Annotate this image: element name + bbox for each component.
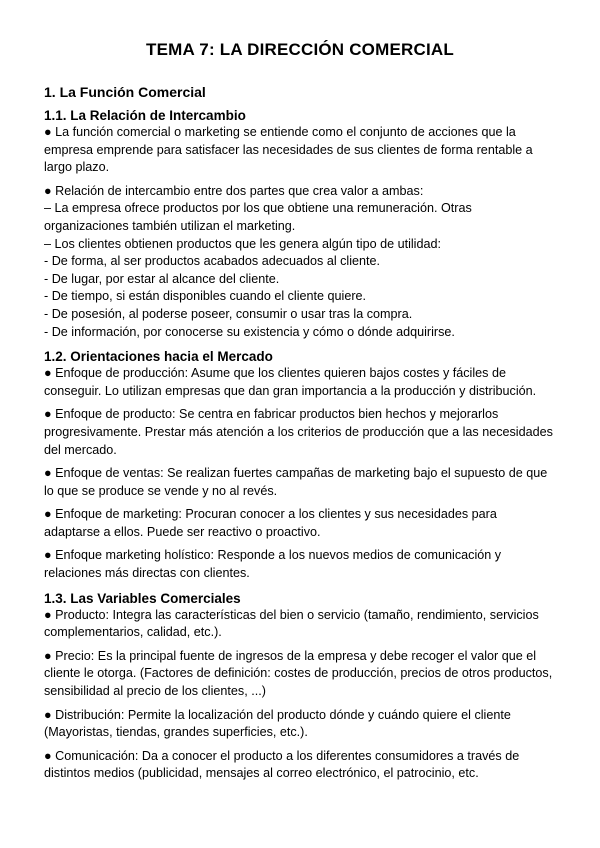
list-item: - De posesión, al poderse poseer, consumir o usar tras la compra. <box>44 306 413 321</box>
paragraph-funcion-comercial: ● La función comercial o marketing se entiende como el conjunto de acciones que la empresa emprende para satisfacer las necesidades de sus clientes de forma rentable a largo plazo. <box>44 125 533 175</box>
subsection-heading-relacion-intercambio: 1.1. La Relación de Intercambio <box>44 108 246 123</box>
list-item: - De tiempo, si están disponibles cuando el cliente quiere. <box>44 289 367 304</box>
text-line: – La empresa ofrece productos por los que obtiene una remuneración. Otras organizaciones también utilizan el marketing. <box>44 201 472 233</box>
section-heading-funcion-comercial: 1. La Función Comercial <box>44 84 206 100</box>
paragraph-enfoque-produccion: ● Enfoque de producción: Asume que los clientes quieren bajos costes y fáciles de conseguir. Lo utilizan empresas que dan gran importancia a la producción y distribución. <box>44 366 537 398</box>
subsection-heading-orientaciones-mercado: 1.2. Orientaciones hacia el Mercado <box>44 349 273 365</box>
paragraph-enfoque-ventas: ● Enfoque de ventas: Se realizan fuertes campañas de marketing bajo el supuesto de que lo que se produce se vende y no al revés. <box>44 466 548 498</box>
text-line: – Los clientes obtienen productos que les genera algún tipo de utilidad: <box>44 236 441 251</box>
paragraph-enfoque-producto: ● Enfoque de producto: Se centra en fabricar productos bien hechos y mejorarlos progresivamente. Prestar más atención a los criterios de producción que a las necesidades del mercado. <box>44 407 553 457</box>
subsection-heading-variables-comerciales: 1.3. Las Variables Comerciales <box>44 590 241 606</box>
paragraph-enfoque-marketing: ● Enfoque de marketing: Procuran conocer a los clientes y sus necesidades para adaptarse a ellos. Puede ser reactivo o proactivo. <box>44 507 497 539</box>
paragraph-precio: ● Precio: Es la principal fuente de ingresos de la empresa y debe recoger el valor que el cliente le otorga. (Factores de definición: costes de producción, precios de otros productos, sensibilidad al precio de los clientes, ...) <box>44 648 553 699</box>
paragraph-distribucion: ● Distribución: Permite la localización del producto dónde y cuándo quiere el cliente (Mayoristas, tiendas, grandes superficies, etc.). <box>44 707 511 740</box>
paragraph-enfoque-holistico: ● Enfoque marketing holístico: Responde a los nuevos medios de comunicación y relaciones más directas con clientes. <box>44 548 502 581</box>
page-title: TEMA 7: LA DIRECCIÓN COMERCIAL <box>146 40 454 59</box>
list-item: - De información, por conocerse su existencia y cómo o dónde adquirirse. <box>44 324 455 339</box>
text-line: ● Relación de intercambio entre dos partes que crea valor a ambas: <box>44 183 424 198</box>
paragraph-producto: ● Producto: Integra las características del bien o servicio (tamaño, rendimiento, servicios complementarios, calidad, etc.). <box>44 607 539 640</box>
paragraph-comunicacion: ● Comunicación: Da a conocer el producto a los diferentes consumidores a través de distintos medios (publicidad, mensajes al correo electrónico, el patrocinio, etc. <box>44 748 520 781</box>
paragraph-relacion-intercambio <box>44 183 556 341</box>
list-item: - De lugar, por estar al alcance del cliente. <box>44 271 280 286</box>
list-item: - De forma, al ser productos acabados adecuados al cliente. <box>44 254 381 269</box>
